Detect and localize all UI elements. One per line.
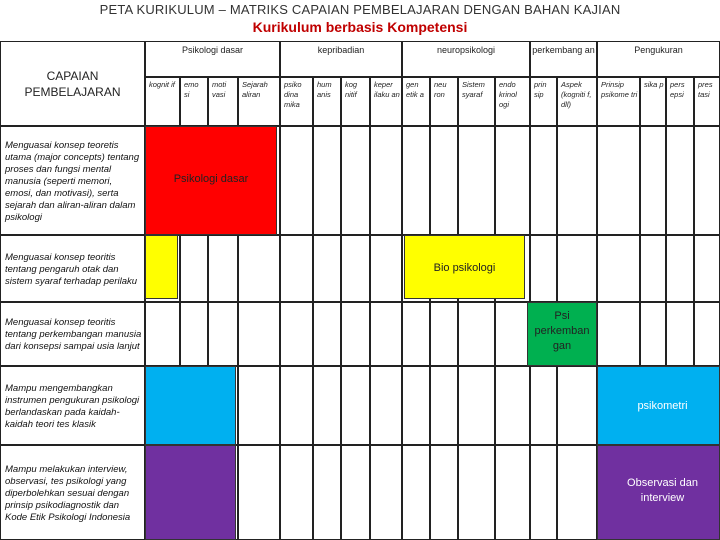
matrix-cell — [694, 235, 720, 302]
matrix-cell — [402, 366, 430, 445]
matrix-cell — [597, 302, 640, 366]
matrix-cell — [238, 366, 280, 445]
matrix-cell — [557, 366, 597, 445]
matrix-cell — [341, 235, 370, 302]
matrix-cell — [458, 302, 495, 366]
matrix-cell — [458, 126, 495, 235]
matrix-cell — [238, 445, 280, 540]
matrix-cell — [280, 126, 313, 235]
row-label: Menguasai konsep teoritis tentang pengaruh otak dan sistem syaraf terhadap perilaku — [0, 235, 145, 302]
matrix-cell — [557, 235, 597, 302]
matrix-cell — [530, 235, 557, 302]
matrix-cell — [430, 366, 458, 445]
matrix-cell — [495, 445, 530, 540]
matrix-cell — [208, 302, 238, 366]
group-header: Pengukuran — [597, 41, 720, 77]
matrix-cell — [557, 445, 597, 540]
sub-header: moti vasi — [208, 77, 238, 126]
sub-header: kog nitif — [341, 77, 370, 126]
coverage-block-label: Psi perkemban gan — [534, 310, 590, 352]
matrix-cell — [666, 302, 694, 366]
sub-header: psiko dina mika — [280, 77, 313, 126]
sub-header: hum anis — [313, 77, 341, 126]
matrix-cell — [430, 445, 458, 540]
matrix-cell — [280, 366, 313, 445]
matrix-cell — [458, 366, 495, 445]
sub-header: Prinsip psikome tri — [597, 77, 640, 126]
sub-header: prin sip — [530, 77, 557, 126]
matrix-cell — [530, 445, 557, 540]
matrix-cell — [530, 366, 557, 445]
matrix-cell — [402, 445, 430, 540]
row-label: Menguasai konsep teoretis utama (major concepts) tentang proses dan fungsi mental manusia (seperti memori, emosi, dan motivasi), serta sejarah dan aliran-aliran dalam psikologi — [0, 126, 145, 235]
page-subtitle: Kurikulum berbasis Kompetensi — [252, 19, 468, 35]
matrix-cell — [495, 302, 530, 366]
matrix-cell — [640, 126, 666, 235]
matrix-cell — [370, 235, 402, 302]
coverage-block — [145, 235, 178, 299]
matrix-cell — [280, 445, 313, 540]
matrix-cell — [208, 235, 238, 302]
matrix-cell — [370, 302, 402, 366]
sub-header: pers epsi — [666, 77, 694, 126]
matrix-cell — [597, 235, 640, 302]
matrix-cell — [694, 126, 720, 235]
matrix-cell — [640, 302, 666, 366]
matrix-cell — [458, 445, 495, 540]
sub-header: neu ron — [430, 77, 458, 126]
sub-header: pres tasi — [694, 77, 720, 126]
group-header: neuropsikologi — [402, 41, 530, 77]
row-label: Menguasai konsep teoritis tentang perkembangan manusia dari konsepsi sampai usia lanjut — [0, 302, 145, 366]
matrix-cell — [402, 126, 430, 235]
matrix-cell — [180, 235, 208, 302]
sub-header: endo krinol ogi — [495, 77, 530, 126]
group-header: kepribadian — [280, 41, 402, 77]
matrix-cell — [238, 235, 280, 302]
sub-header: Sejarah aliran — [238, 77, 280, 126]
row-label: Mampu melakukan interview, observasi, tes psikologi yang diperbolehkan sesuai dengan prinsip psikodiagnostik dan Kode Etik Psikologi Indonesia — [0, 445, 145, 540]
sub-header: kognit if — [145, 77, 180, 126]
coverage-block-label: Bio psikologi — [433, 262, 496, 274]
matrix-cell — [370, 445, 402, 540]
row-label: Mampu mengembangkan instrumen pengukuran psikologi berlandaskan pada kaidah-kaidah teori tes klasik — [0, 366, 145, 445]
matrix-cell — [280, 235, 313, 302]
matrix-cell — [530, 126, 557, 235]
coverage-block — [145, 366, 236, 445]
coverage-block-label: Psikologi dasar — [173, 173, 249, 185]
sub-header: Sistem syaraf — [458, 77, 495, 126]
matrix-cell — [640, 235, 666, 302]
matrix-cell — [370, 126, 402, 235]
sub-header: sika p — [640, 77, 666, 126]
matrix-cell — [238, 302, 280, 366]
matrix-cell — [313, 302, 341, 366]
matrix-cell — [280, 302, 313, 366]
matrix-cell — [402, 302, 430, 366]
page-title: PETA KURIKULUM – MATRIKS CAPAIAN PEMBELAJARAN DENGAN BAHAN KAJIAN — [99, 2, 621, 17]
matrix-cell — [430, 302, 458, 366]
matrix-cell — [341, 302, 370, 366]
sub-header: gen etik a — [402, 77, 430, 126]
matrix-cell — [341, 126, 370, 235]
matrix-cell — [341, 366, 370, 445]
matrix-cell — [666, 126, 694, 235]
group-header: Psikologi dasar — [145, 41, 280, 77]
matrix-cell — [313, 445, 341, 540]
group-header: perkembang an — [530, 41, 597, 77]
matrix-cell — [666, 235, 694, 302]
coverage-block — [145, 445, 236, 540]
corner-label: CAPAIAN PEMBELAJARAN — [0, 41, 145, 126]
matrix-cell — [313, 235, 341, 302]
matrix-cell — [495, 126, 530, 235]
sub-header: emo si — [180, 77, 208, 126]
coverage-block-label: Observasi dan interview — [627, 477, 698, 504]
matrix-cell — [370, 366, 402, 445]
matrix-cell — [145, 302, 180, 366]
matrix-cell — [313, 126, 341, 235]
coverage-block-label: psikometri — [637, 400, 688, 412]
sub-header: Aspek (kogniti f, dll) — [557, 77, 597, 126]
sub-header: keper ilaku an — [370, 77, 402, 126]
matrix-cell — [597, 126, 640, 235]
matrix-cell — [180, 302, 208, 366]
matrix-cell — [430, 126, 458, 235]
matrix-cell — [313, 366, 341, 445]
matrix-cell — [557, 126, 597, 235]
matrix-cell — [694, 302, 720, 366]
matrix-cell — [495, 366, 530, 445]
matrix-cell — [341, 445, 370, 540]
